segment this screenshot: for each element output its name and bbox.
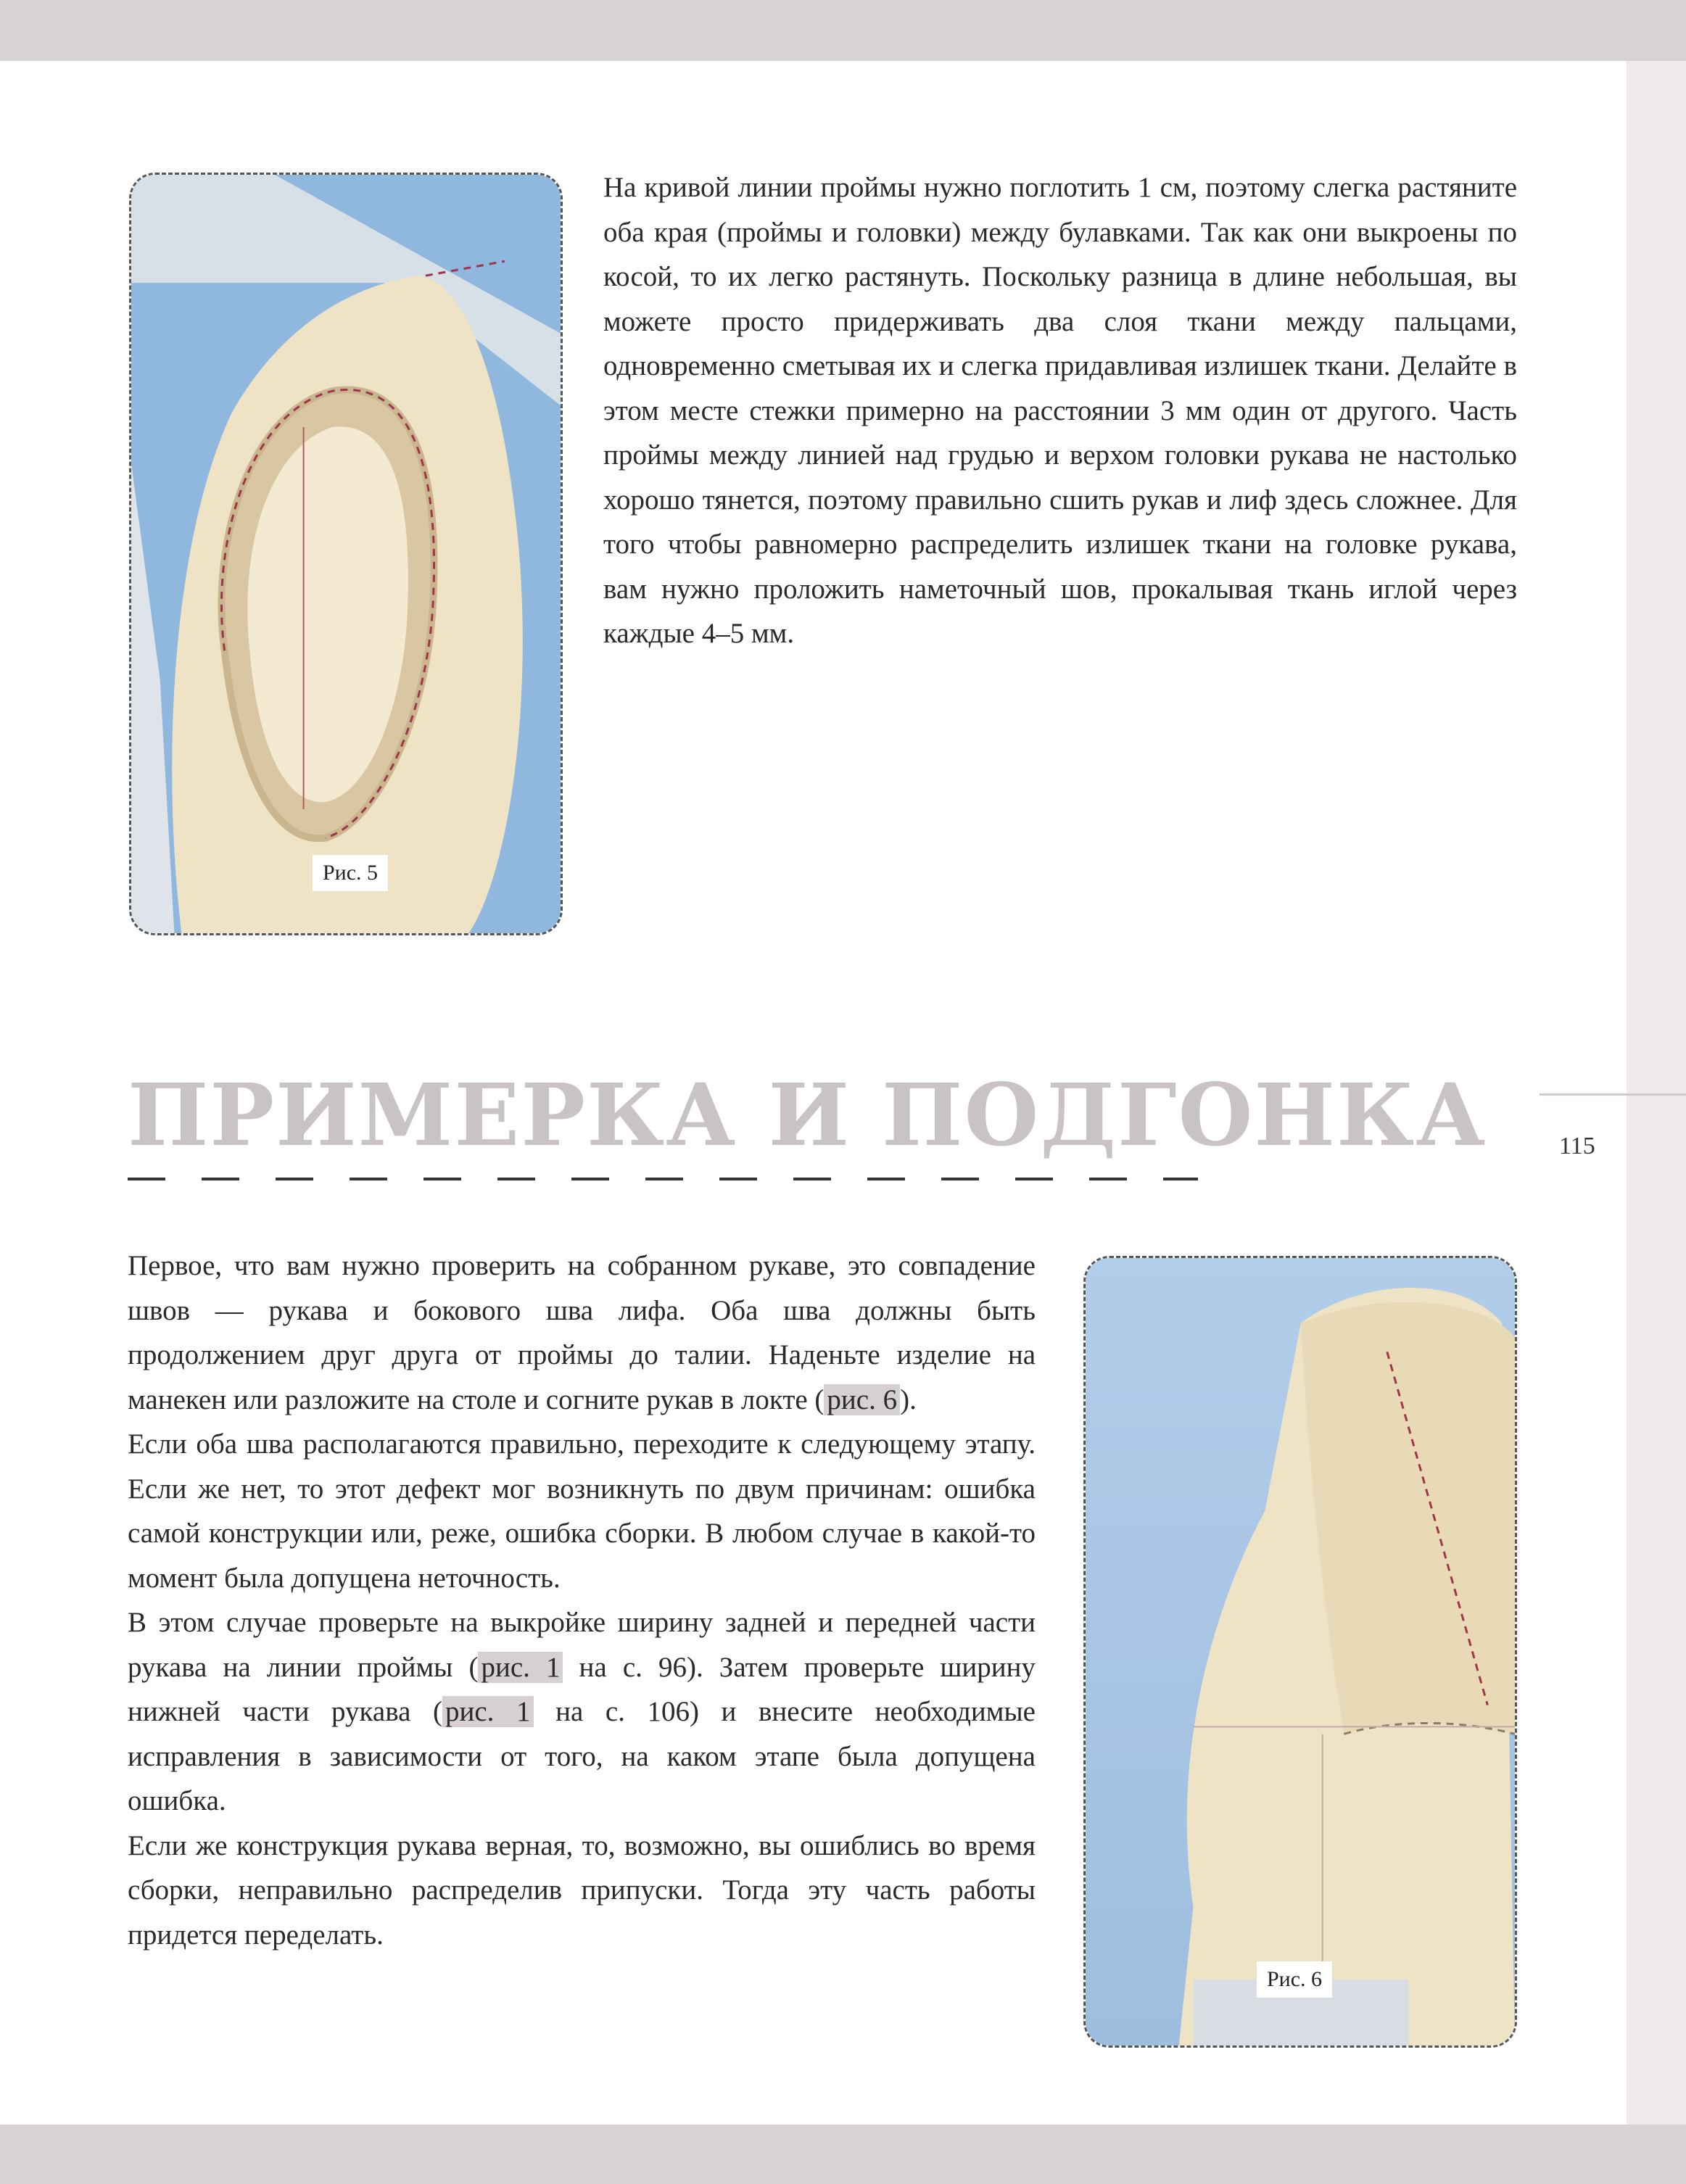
mannequin-sleeve-photo-icon	[1086, 1258, 1515, 2046]
paragraph-2: Если оба шва располагаются правильно, переходите к следующему этапу. Если же нет, то этот дефект мог возникнуть по двум причинам: ошибка самой конструкции или, реже, ошибка сборки. В любом случае в какой-то момент была допущена неточность.	[128, 1428, 1036, 1594]
figure-1-reference-p106[interactable]: рис. 1	[442, 1696, 534, 1727]
figure-6-photo	[1083, 1256, 1517, 2048]
paragraph-4: Если же конструкция рукава верная, то, возможно, вы ошиблись во время сборки, неправильно распределив припуски. Тогда эту часть работы придется переделать.	[128, 1829, 1036, 1951]
bottom-band	[0, 2125, 1686, 2184]
figure-1-reference-p96[interactable]: рис. 1	[478, 1652, 563, 1683]
sleeve-basting-photo-icon	[131, 175, 561, 933]
section-body	[128, 1244, 1036, 1957]
right-margin-band	[1627, 61, 1686, 2125]
top-paragraph-text: На кривой линии проймы нужно поглотить 1 см, поэтому слегка растяните оба края (проймы и головки) между булавками. Так как они выкроены по косой, то их легко растянуть. Поскольку разница в длине небольшая, вы можете просто придерживать два слоя ткани между пальцами, одновременно сметывая их и слегка придавливая излишек ткани. Делайте в этом месте стежки примерно на расстоянии 3 мм один от другого. Часть проймы между линией над грудью и верхом головки рукава не настолько хорошо тянется, поэтому правильно сшить рукав и лиф здесь сложнее. Для того чтобы равномерно распределить излишек ткани на головке рукава, вам нужно проложить наметочный шов, прокалывая ткань иглой через каждые 4–5 мм.	[603, 172, 1517, 649]
paragraph-3: В этом случае проверьте на выкройке ширину задней и передней части рукава на линии проймы ( рис. 1 на с. 96). Затем проверьте ширину нижней части рукава ( рис. 1 на с. 106) и внесите необходимые исправления в зависимости от того, на каком этапе была допущена ошибка.	[128, 1607, 1036, 1816]
figure-5-photo	[129, 173, 563, 935]
page-tab-line	[1540, 1093, 1686, 1096]
heading-dashed-rule	[128, 1178, 1198, 1180]
figure-5-caption: Рис. 5	[313, 855, 388, 891]
figure-6-reference[interactable]: рис. 6	[824, 1384, 900, 1415]
section-heading: ПРИМЕРКА И ПОДГОНКА	[128, 1064, 1487, 1165]
top-paragraph	[603, 165, 1517, 656]
page-number: 115	[1559, 1133, 1595, 1159]
paragraph-1: Первое, что вам нужно проверить на собранном рукаве, это совпадение швов — рукава и бокового шва лифа. Оба шва должны быть продолжением друг друга от проймы до талии. Наденьте изделие на манекен или разложите на столе и согните рукав в локте ( рис. 6 ).	[128, 1250, 1036, 1415]
figure-6-caption: Рис. 6	[1257, 1961, 1332, 1998]
top-band	[0, 0, 1686, 61]
